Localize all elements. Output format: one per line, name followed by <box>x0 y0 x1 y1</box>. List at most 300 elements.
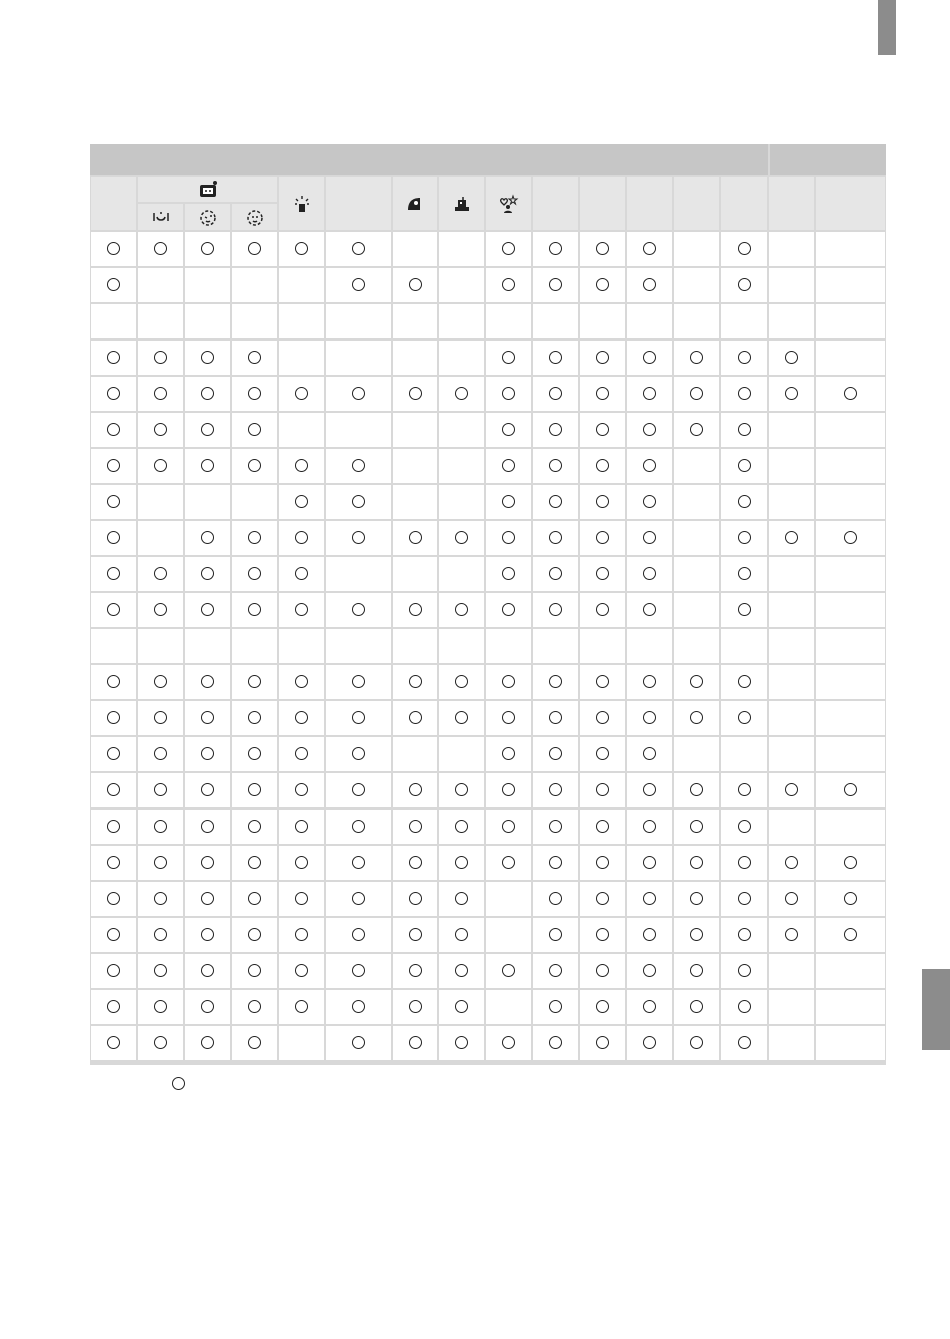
table-cell <box>486 341 531 375</box>
table-cell <box>279 485 324 519</box>
availability-mark-icon <box>107 387 120 400</box>
table-cell <box>627 304 672 338</box>
table-cell <box>326 232 391 266</box>
table-cell <box>674 629 719 663</box>
table-cell <box>533 665 578 699</box>
table-cell <box>326 449 391 483</box>
availability-mark-icon <box>549 242 562 255</box>
table-cell <box>674 701 719 735</box>
table-cell <box>769 521 814 555</box>
table-cell <box>533 737 578 771</box>
table-cell <box>185 268 230 302</box>
availability-mark-icon <box>549 964 562 977</box>
column-header-1 <box>91 177 136 230</box>
table-cell <box>91 846 136 880</box>
table-cell <box>232 232 277 266</box>
availability-mark-icon <box>844 928 857 941</box>
table-cell <box>816 846 885 880</box>
table-cell <box>439 737 484 771</box>
table-cell <box>580 701 625 735</box>
availability-mark-icon <box>409 856 422 869</box>
table-cell <box>674 846 719 880</box>
availability-mark-icon <box>295 783 308 796</box>
table-cell <box>326 629 391 663</box>
table-cell <box>279 629 324 663</box>
table-cell <box>721 341 767 375</box>
availability-mark-icon <box>154 603 167 616</box>
availability-mark-icon <box>352 531 365 544</box>
table-cell <box>185 449 230 483</box>
table-cell <box>185 810 230 844</box>
availability-mark-icon <box>596 387 609 400</box>
table-cell <box>91 773 136 807</box>
table-cell <box>138 665 183 699</box>
table-cell <box>627 701 672 735</box>
availability-mark-icon <box>201 928 214 941</box>
table-cell <box>185 521 230 555</box>
availability-mark-icon <box>455 387 468 400</box>
table-cell <box>533 557 578 591</box>
availability-mark-icon <box>154 856 167 869</box>
availability-mark-icon <box>352 1000 365 1013</box>
table-cell <box>486 557 531 591</box>
table-cell <box>439 701 484 735</box>
table-cell <box>769 954 814 988</box>
table-cell <box>185 846 230 880</box>
availability-mark-icon <box>352 711 365 724</box>
availability-mark-icon <box>352 820 365 833</box>
function-availability-table <box>90 144 886 1065</box>
table-cell <box>721 1026 767 1060</box>
availability-mark-icon <box>107 1036 120 1049</box>
table-cell <box>769 377 814 411</box>
availability-mark-icon <box>643 820 656 833</box>
availability-mark-icon <box>295 459 308 472</box>
table-cell <box>674 593 719 627</box>
table-cell <box>816 377 885 411</box>
table-cell <box>91 593 136 627</box>
table-cell <box>580 665 625 699</box>
table-cell <box>533 268 578 302</box>
table-cell <box>580 341 625 375</box>
table-cell <box>486 882 531 916</box>
availability-mark-icon <box>643 495 656 508</box>
availability-mark-icon <box>201 351 214 364</box>
availability-mark-icon <box>502 711 515 724</box>
availability-mark-icon <box>248 242 261 255</box>
table-cell <box>326 485 391 519</box>
table-cell <box>279 449 324 483</box>
table-cell <box>580 846 625 880</box>
table-cell <box>627 882 672 916</box>
availability-mark-icon <box>596 783 609 796</box>
table-cell <box>533 882 578 916</box>
availability-mark-icon <box>107 278 120 291</box>
availability-mark-icon <box>502 495 515 508</box>
availability-mark-icon <box>596 531 609 544</box>
availability-mark-icon <box>844 783 857 796</box>
table-cell <box>674 449 719 483</box>
table-cell <box>816 882 885 916</box>
table-cell <box>674 268 719 302</box>
table-cell <box>580 918 625 952</box>
table-cell <box>721 665 767 699</box>
table-cell <box>91 1026 136 1060</box>
availability-mark-icon <box>107 783 120 796</box>
table-cell <box>279 1026 324 1060</box>
table-cell <box>533 773 578 807</box>
table-cell <box>393 1026 437 1060</box>
table-cell <box>721 773 767 807</box>
availability-mark-icon <box>844 892 857 905</box>
availability-mark-icon <box>352 892 365 905</box>
availability-mark-icon <box>738 531 751 544</box>
availability-mark-icon <box>738 820 751 833</box>
table-cell <box>580 737 625 771</box>
table-cell <box>393 232 437 266</box>
table-cell <box>279 413 324 447</box>
table-cell <box>627 557 672 591</box>
availability-mark-icon <box>549 351 562 364</box>
availability-mark-icon <box>549 856 562 869</box>
table-cell <box>185 485 230 519</box>
availability-mark-icon <box>295 675 308 688</box>
availability-mark-icon <box>502 820 515 833</box>
availability-mark-icon <box>409 892 422 905</box>
table-cell <box>439 377 484 411</box>
availability-mark-icon <box>738 387 751 400</box>
availability-mark-icon <box>248 1000 261 1013</box>
availability-mark-icon <box>201 567 214 580</box>
availability-mark-icon <box>643 459 656 472</box>
availability-mark-icon <box>201 747 214 760</box>
table-cell <box>533 954 578 988</box>
availability-mark-icon <box>785 783 798 796</box>
table-cell <box>580 485 625 519</box>
table-cell <box>185 737 230 771</box>
table-cell <box>393 304 437 338</box>
table-cell <box>439 304 484 338</box>
availability-mark-icon <box>409 783 422 796</box>
table-cell <box>439 485 484 519</box>
table-cell <box>326 413 391 447</box>
availability-mark-icon <box>248 928 261 941</box>
availability-mark-icon <box>352 928 365 941</box>
table-cell <box>138 1026 183 1060</box>
table-cell <box>138 449 183 483</box>
table-cell <box>674 341 719 375</box>
availability-mark-icon <box>154 783 167 796</box>
availability-mark-icon <box>248 423 261 436</box>
availability-mark-icon <box>295 964 308 977</box>
availability-mark-icon <box>107 856 120 869</box>
table-cell <box>674 521 719 555</box>
section-tab-marker <box>922 969 950 1050</box>
availability-mark-icon <box>248 351 261 364</box>
availability-mark-icon <box>643 603 656 616</box>
table-cell <box>138 377 183 411</box>
table-cell <box>232 629 277 663</box>
table-cell <box>486 377 531 411</box>
availability-mark-icon <box>596 603 609 616</box>
face-timer-icon <box>245 207 265 227</box>
table-cell <box>393 557 437 591</box>
availability-mark-icon <box>596 567 609 580</box>
table-cell <box>721 557 767 591</box>
table-cell <box>486 1026 531 1060</box>
table-cell <box>326 846 391 880</box>
table-cell <box>138 846 183 880</box>
table-cell <box>279 737 324 771</box>
table-cell <box>721 377 767 411</box>
availability-mark-icon <box>502 603 515 616</box>
availability-mark-icon <box>738 423 751 436</box>
availability-mark-icon <box>248 675 261 688</box>
table-cell <box>486 449 531 483</box>
table-cell <box>138 954 183 988</box>
table-cell <box>580 557 625 591</box>
availability-mark-icon <box>690 675 703 688</box>
column-header-14 <box>721 177 767 230</box>
table-cell <box>580 1026 625 1060</box>
table-cell <box>232 701 277 735</box>
table-cell <box>91 737 136 771</box>
table-cell <box>769 737 814 771</box>
table-cell <box>769 990 814 1024</box>
availability-mark-icon <box>549 567 562 580</box>
availability-mark-icon <box>295 711 308 724</box>
chapter-tab-marker <box>878 0 896 55</box>
availability-mark-icon <box>690 964 703 977</box>
table-cell <box>486 304 531 338</box>
table-cell <box>721 449 767 483</box>
availability-mark-icon <box>502 351 515 364</box>
table-cell <box>279 990 324 1024</box>
table-cell <box>816 990 885 1024</box>
availability-mark-icon <box>690 351 703 364</box>
table-cell <box>580 882 625 916</box>
kids-pets-icon <box>499 194 519 214</box>
availability-mark-icon <box>295 567 308 580</box>
availability-mark-icon <box>596 747 609 760</box>
availability-mark-icon <box>643 964 656 977</box>
table-cell <box>439 1026 484 1060</box>
table-cell <box>674 232 719 266</box>
table-cell <box>580 413 625 447</box>
availability-mark-icon <box>596 459 609 472</box>
availability-mark-icon <box>107 242 120 255</box>
availability-mark-icon <box>596 495 609 508</box>
table-cell <box>769 268 814 302</box>
table-cell <box>393 413 437 447</box>
availability-mark-icon <box>154 747 167 760</box>
table-cell <box>486 990 531 1024</box>
table-cell <box>138 918 183 952</box>
availability-mark-icon <box>201 387 214 400</box>
availability-mark-icon <box>248 387 261 400</box>
table-cell <box>439 665 484 699</box>
availability-mark-icon <box>201 964 214 977</box>
availability-mark-icon <box>643 928 656 941</box>
table-cell <box>326 377 391 411</box>
availability-mark-icon <box>107 567 120 580</box>
availability-mark-icon <box>201 675 214 688</box>
table-cell <box>486 701 531 735</box>
availability-mark-icon <box>596 711 609 724</box>
table-cell <box>769 449 814 483</box>
wink-timer-icon <box>198 207 218 227</box>
table-cell <box>533 449 578 483</box>
table-cell <box>91 990 136 1024</box>
availability-mark-icon <box>738 278 751 291</box>
table-cell <box>326 1026 391 1060</box>
table-cell <box>721 593 767 627</box>
table-cell <box>627 485 672 519</box>
table-cell <box>816 1026 885 1060</box>
table-cell <box>439 918 484 952</box>
miniature-effect-icon <box>452 194 472 214</box>
smart-shutter-icon <box>198 180 218 200</box>
table-cell <box>627 846 672 880</box>
table-cell <box>627 232 672 266</box>
table-cell <box>138 701 183 735</box>
availability-mark-icon <box>643 278 656 291</box>
availability-mark-icon <box>201 820 214 833</box>
table-cell <box>393 810 437 844</box>
availability-mark-icon <box>455 675 468 688</box>
availability-mark-icon <box>107 351 120 364</box>
availability-mark-icon <box>738 675 751 688</box>
availability-mark-icon <box>643 531 656 544</box>
availability-mark-icon <box>248 603 261 616</box>
table-cell <box>393 737 437 771</box>
availability-mark-icon <box>502 747 515 760</box>
table-cell <box>816 665 885 699</box>
availability-mark-icon <box>409 928 422 941</box>
table-cell <box>533 304 578 338</box>
table-cell <box>721 954 767 988</box>
table-cell <box>721 701 767 735</box>
table-cell <box>326 593 391 627</box>
table-cell <box>138 882 183 916</box>
table-cell <box>138 341 183 375</box>
availability-mark-icon <box>107 820 120 833</box>
table-cell <box>232 773 277 807</box>
availability-mark-icon <box>352 964 365 977</box>
availability-mark-icon <box>549 747 562 760</box>
availability-mark-icon <box>596 964 609 977</box>
availability-mark-icon <box>596 1036 609 1049</box>
availability-mark-icon <box>409 711 422 724</box>
table-cell <box>138 810 183 844</box>
availability-mark-icon <box>154 387 167 400</box>
availability-mark-icon <box>107 928 120 941</box>
availability-mark-icon <box>502 531 515 544</box>
table-cell <box>138 593 183 627</box>
table-cell <box>232 304 277 338</box>
availability-mark-icon <box>154 1000 167 1013</box>
availability-mark-icon <box>248 747 261 760</box>
availability-mark-icon <box>690 892 703 905</box>
availability-mark-icon <box>107 1000 120 1013</box>
availability-mark-icon <box>409 278 422 291</box>
availability-mark-icon <box>455 892 468 905</box>
table-cell <box>232 918 277 952</box>
table-cell <box>232 593 277 627</box>
table-cell <box>816 268 885 302</box>
availability-mark-icon <box>549 278 562 291</box>
table-cell <box>393 954 437 988</box>
table-cell <box>486 232 531 266</box>
availability-mark-icon <box>643 1000 656 1013</box>
table-cell <box>279 593 324 627</box>
column-header-16 <box>816 177 885 230</box>
availability-mark-icon <box>643 675 656 688</box>
availability-mark-icon <box>201 1000 214 1013</box>
availability-mark-icon <box>549 711 562 724</box>
availability-mark-icon <box>154 1036 167 1049</box>
table-cell <box>393 918 437 952</box>
table-cell <box>627 413 672 447</box>
table-cell <box>138 413 183 447</box>
availability-mark-icon <box>295 531 308 544</box>
table-cell <box>232 413 277 447</box>
table-cell <box>279 304 324 338</box>
table-cell <box>326 918 391 952</box>
availability-mark-icon <box>352 495 365 508</box>
table-cell <box>393 629 437 663</box>
availability-mark-icon <box>107 892 120 905</box>
availability-mark-icon <box>352 603 365 616</box>
table-cell <box>279 773 324 807</box>
table-cell <box>279 810 324 844</box>
table-cell <box>627 521 672 555</box>
table-cell <box>185 341 230 375</box>
table-cell <box>393 485 437 519</box>
table-cell <box>185 232 230 266</box>
availability-mark-icon <box>738 1036 751 1049</box>
table-cell <box>816 413 885 447</box>
table-cell <box>326 341 391 375</box>
availability-mark-icon <box>455 820 468 833</box>
availability-mark-icon <box>643 387 656 400</box>
availability-mark-icon <box>690 928 703 941</box>
table-cell <box>816 810 885 844</box>
availability-mark-icon <box>455 928 468 941</box>
table-cell <box>439 449 484 483</box>
table-cell <box>232 846 277 880</box>
table-cell <box>91 918 136 952</box>
table-cell <box>721 485 767 519</box>
availability-mark-icon <box>409 387 422 400</box>
availability-mark-icon <box>295 892 308 905</box>
table-cell <box>138 557 183 591</box>
table-cell <box>393 377 437 411</box>
availability-mark-icon <box>738 928 751 941</box>
table-cell <box>185 665 230 699</box>
availability-mark-icon <box>785 928 798 941</box>
table-cell <box>138 521 183 555</box>
table-cell <box>769 701 814 735</box>
availability-mark-icon <box>596 1000 609 1013</box>
availability-mark-icon <box>690 711 703 724</box>
table-cell <box>580 304 625 338</box>
availability-mark-icon <box>248 856 261 869</box>
table-cell <box>486 954 531 988</box>
table-cell <box>627 341 672 375</box>
table-cell <box>185 557 230 591</box>
table-cell <box>533 485 578 519</box>
